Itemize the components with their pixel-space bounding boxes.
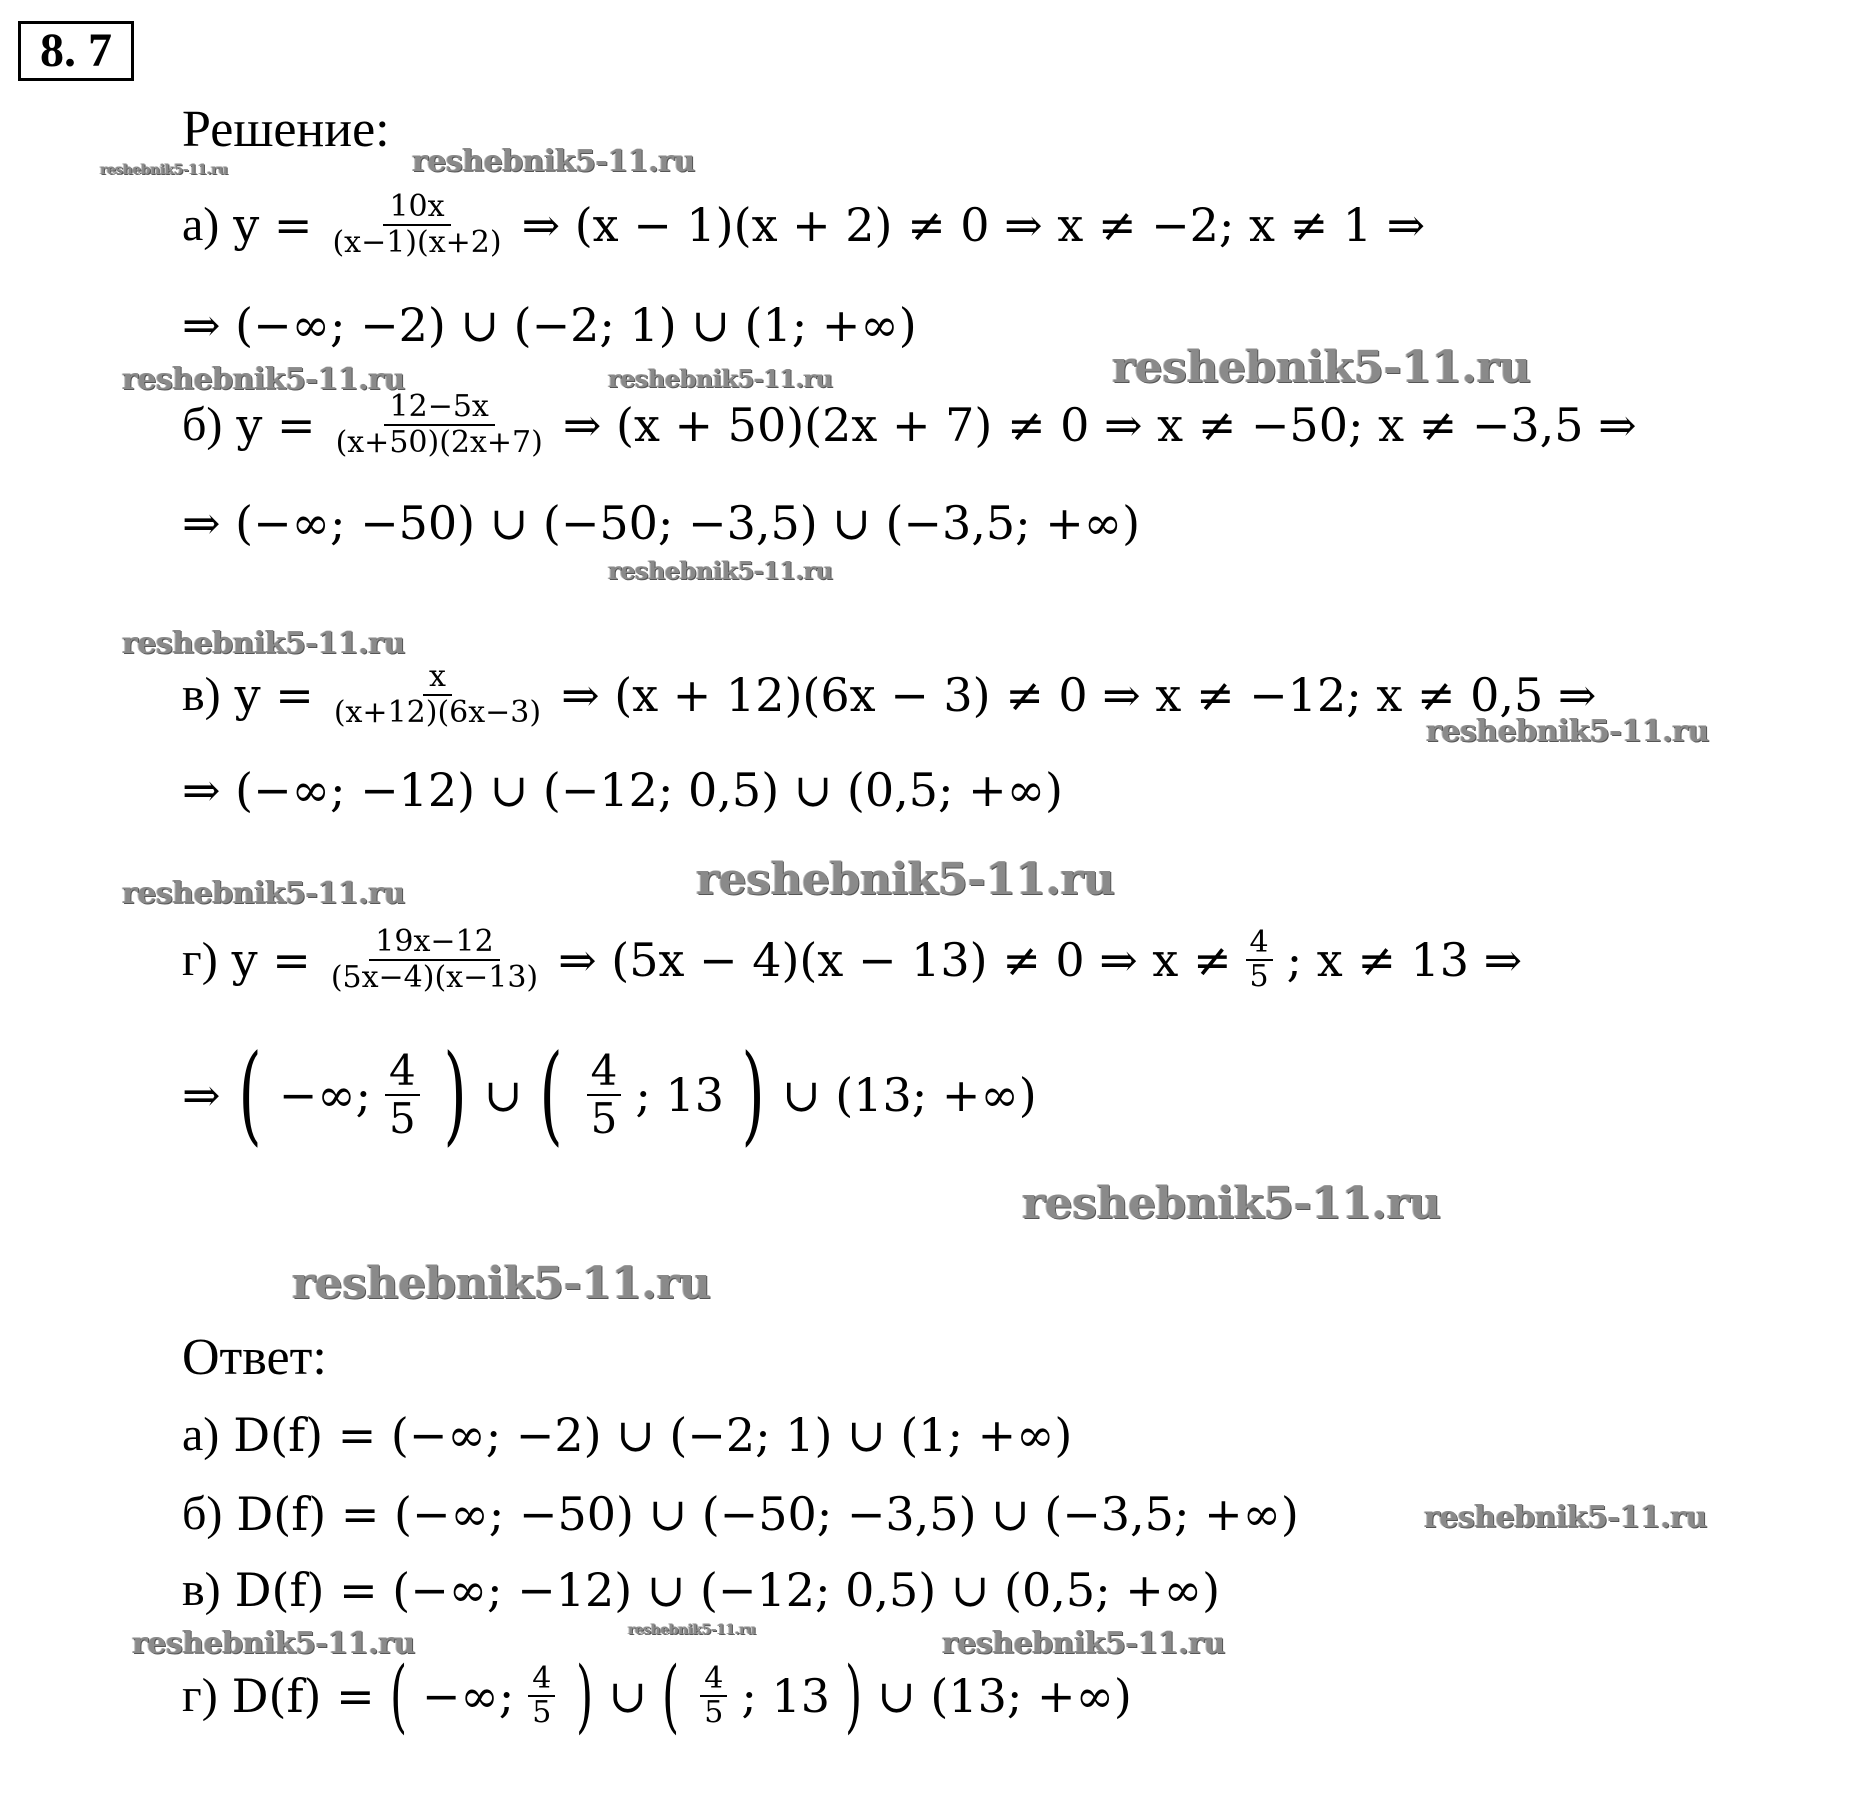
- implication-tail: ; x ≠ 13 ⇒: [1286, 933, 1523, 987]
- left-paren: (: [662, 1649, 680, 1742]
- fraction-numerator: 4: [587, 1048, 622, 1096]
- right-paren: ): [443, 1032, 467, 1157]
- interval-tail: ∪ (13; +∞): [782, 1068, 1037, 1122]
- watermark: reshebnik5-11.ru: [628, 1622, 756, 1638]
- answer-g: [182, 1650, 1132, 1742]
- solution-v-line2: ⇒ (−∞; −12) ∪ (−12; 0,5) ∪ (0,5; +∞): [182, 763, 1063, 817]
- watermark: reshebnik5-11.ru: [122, 626, 405, 661]
- fraction-numerator: x: [423, 660, 452, 696]
- watermark: reshebnik5-11.ru: [122, 876, 405, 911]
- fraction-denominator: 5: [389, 1094, 416, 1143]
- implication-text: ⇒ (x − 1)(x + 2) ≠ 0 ⇒ x ≠ −2; x ≠ 1 ⇒: [521, 198, 1426, 252]
- item-label: в): [182, 668, 221, 721]
- inline-fraction: [1246, 927, 1273, 993]
- solution-g-line1: [182, 925, 1522, 995]
- solution-v-line1: [182, 660, 1596, 730]
- watermark: reshebnik5-11.ru: [100, 162, 228, 178]
- watermark: reshebnik5-11.ru: [1022, 1178, 1441, 1229]
- fraction-denominator: 5: [532, 1695, 552, 1730]
- implication-text: ⇒ (x + 12)(6x − 3) ≠ 0 ⇒ x ≠ −12; x ≠ 0,5 ⇒: [561, 668, 1597, 722]
- implication-text: ⇒ (5x − 4)(x − 13) ≠ 0 ⇒ x ≠: [558, 933, 1232, 987]
- right-paren: ): [845, 1649, 863, 1742]
- fraction-numerator: 4: [1246, 927, 1273, 961]
- solution-heading: Решение:: [182, 101, 390, 158]
- interval-part: ; 13: [635, 1068, 724, 1122]
- function-fraction: [330, 390, 549, 460]
- fraction-numerator: 4: [528, 1663, 555, 1697]
- fraction-numerator: 10x: [383, 190, 450, 226]
- answer-heading: Ответ:: [182, 1329, 327, 1386]
- fraction-numerator: 4: [700, 1663, 727, 1697]
- interval-fraction: [587, 1048, 622, 1142]
- answer-v: [182, 1560, 1220, 1620]
- solution-b-line1: [182, 390, 1637, 460]
- interval-part: ; 13: [741, 1669, 831, 1723]
- implication-text: ⇒ (x + 50)(2x + 7) ≠ 0 ⇒ x ≠ −50; x ≠ −3,5 ⇒: [562, 398, 1637, 452]
- item-label: б): [182, 1487, 223, 1540]
- watermark: reshebnik5-11.ru: [292, 1258, 711, 1309]
- left-paren: (: [539, 1032, 564, 1157]
- fraction-numerator: 19x−12: [369, 925, 499, 961]
- interval-fraction: [700, 1663, 727, 1729]
- right-paren: ): [576, 1649, 594, 1742]
- watermark: reshebnik5-11.ru: [696, 854, 1115, 905]
- watermark: reshebnik5-11.ru: [132, 1626, 415, 1661]
- item-label: а): [182, 198, 220, 251]
- answer-expression: D(f) = (−∞; −50) ∪ (−50; −3,5) ∪ (−3,5; +∞): [236, 1487, 1299, 1541]
- solution-g-line2: [182, 1032, 1037, 1157]
- function-fraction: [326, 190, 507, 260]
- interval-tail: ∪ (13; +∞): [877, 1669, 1132, 1723]
- item-label: в): [182, 1563, 221, 1616]
- item-label: г): [182, 1669, 218, 1722]
- function-lhs: y =: [234, 668, 314, 722]
- function-lhs: y =: [233, 198, 313, 252]
- fraction-denominator: (x+12)(6x−3): [333, 695, 542, 730]
- fraction-denominator: 5: [590, 1094, 618, 1143]
- watermark: reshebnik5-11.ru: [1112, 342, 1531, 393]
- watermark: reshebnik5-11.ru: [608, 364, 833, 393]
- interval-part: −∞;: [421, 1669, 515, 1723]
- solution-a-line2: ⇒ (−∞; −2) ∪ (−2; 1) ∪ (1; +∞): [182, 298, 917, 352]
- fraction-denominator: (x+50)(2x+7): [335, 425, 543, 460]
- right-paren: ): [741, 1032, 765, 1157]
- item-label: а): [182, 1408, 220, 1461]
- fraction-denominator: (x−1)(x+2): [332, 225, 502, 260]
- watermark: reshebnik5-11.ru: [412, 144, 695, 179]
- fraction-denominator: 5: [704, 1695, 724, 1730]
- interval-fraction: [385, 1048, 420, 1142]
- fraction-numerator: 12−5x: [384, 390, 495, 426]
- solution-a-line1: [182, 190, 1425, 260]
- answer-lhs: D(f) =: [231, 1669, 375, 1723]
- fraction-denominator: (5x−4)(x−13): [330, 960, 539, 995]
- watermark: reshebnik5-11.ru: [1426, 714, 1709, 749]
- item-label: г): [182, 933, 218, 986]
- left-paren: (: [389, 1649, 407, 1742]
- problem-number: 8. 7: [18, 21, 134, 81]
- item-label: б): [182, 398, 223, 451]
- function-lhs: y =: [231, 933, 311, 987]
- watermark: reshebnik5-11.ru: [122, 362, 405, 397]
- answer-b: [182, 1484, 1299, 1544]
- implies-symbol: ⇒: [182, 1068, 221, 1122]
- fraction-denominator: 5: [1249, 959, 1269, 994]
- answer-expression: D(f) = (−∞; −2) ∪ (−2; 1) ∪ (1; +∞): [233, 1408, 1073, 1462]
- answer-expression: D(f) = (−∞; −12) ∪ (−12; 0,5) ∪ (0,5; +∞): [234, 1563, 1221, 1617]
- left-paren: (: [238, 1032, 262, 1157]
- interval-fraction: [528, 1663, 555, 1729]
- union-symbol: ∪: [608, 1669, 648, 1723]
- fraction-numerator: 4: [385, 1048, 420, 1096]
- watermark: reshebnik5-11.ru: [1424, 1500, 1707, 1535]
- union-symbol: ∪: [483, 1068, 523, 1122]
- watermark: reshebnik5-11.ru: [608, 556, 833, 585]
- watermark: reshebnik5-11.ru: [942, 1626, 1225, 1661]
- function-lhs: y =: [236, 398, 316, 452]
- answer-a: [182, 1405, 1072, 1465]
- interval-part: −∞;: [278, 1068, 372, 1122]
- solution-b-line2: ⇒ (−∞; −50) ∪ (−50; −3,5) ∪ (−3,5; +∞): [182, 496, 1141, 550]
- function-fraction: [328, 660, 547, 730]
- function-fraction: [325, 925, 544, 995]
